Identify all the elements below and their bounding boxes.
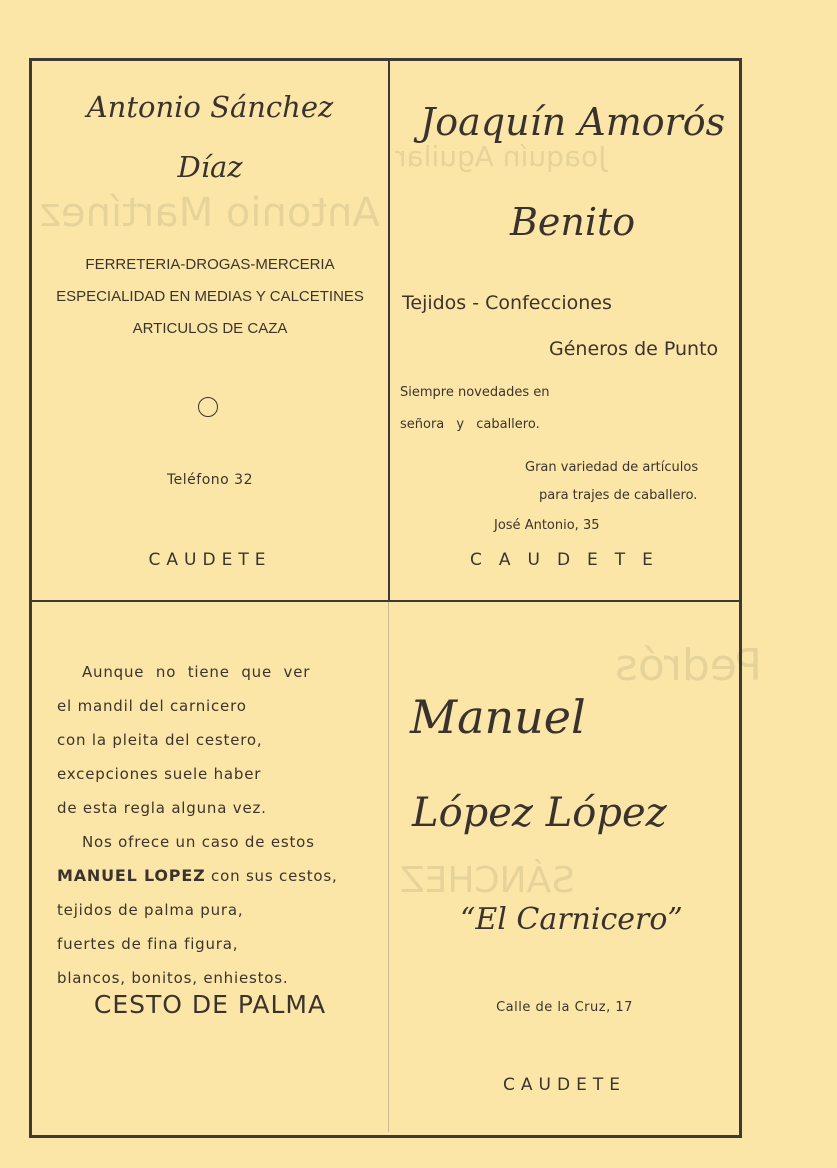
poem-line: blancos, bonitos, enhiestos.: [57, 969, 289, 987]
poem-line: fuertes de fina figura,: [57, 935, 239, 953]
showthrough-text: Joaquín Aguilar: [395, 140, 607, 173]
antonio-name-line1: Antonio Sánchez: [86, 90, 334, 124]
joaquin-line2: Géneros de Punto: [549, 338, 719, 360]
showthrough-text: Antonio Martínez: [40, 190, 380, 236]
joaquin-name-line1: Joaquín Amorós: [420, 100, 726, 144]
antonio-phone: Teléfono 32: [167, 472, 253, 488]
poem-line: el mandil del carnicero: [57, 697, 247, 715]
poem-line: de esta regla alguna vez.: [57, 799, 267, 817]
antonio-line1: FERRETERIA-DROGAS-MERCERIA: [85, 256, 335, 273]
circle-ornament-icon: [198, 397, 218, 417]
poem-line: con sus cestos,: [211, 867, 338, 885]
manuel-name-line1: Manuel: [410, 690, 586, 744]
poem-line: Nos ofrece un caso de estos: [82, 833, 315, 851]
poem-line: con la pleita del cestero,: [57, 731, 263, 749]
antonio-name-line2: Díaz: [177, 150, 243, 184]
poem-bold-name: MANUEL LOPEZ: [57, 866, 206, 885]
joaquin-town: CAUDETE: [470, 550, 670, 570]
joaquin-name-line2: Benito: [510, 200, 636, 244]
antonio-line2: ESPECIALIDAD EN MEDIAS Y CALCETINES: [56, 288, 364, 305]
divider-vertical-top: [388, 58, 390, 600]
showthrough-text: SÁNCHEZ: [400, 860, 575, 901]
antonio-line3: ARTICULOS DE CAZA: [132, 320, 288, 337]
divider-vertical-bottom: [388, 602, 389, 1132]
poem-line: tejidos de palma pura,: [57, 901, 244, 919]
joaquin-line1: Tejidos - Confecciones: [402, 292, 612, 314]
poem-line: excepciones suele haber: [57, 765, 262, 783]
joaquin-line4: señora y caballero.: [400, 417, 540, 432]
manuel-town: CAUDETE: [503, 1075, 626, 1095]
poem-block: [57, 655, 387, 995]
manuel-nickname: “El Carnicero”: [460, 902, 683, 937]
manuel-name-line2: López López: [412, 790, 667, 836]
joaquin-line6: para trajes de caballero.: [539, 488, 698, 503]
manuel-address: Calle de la Cruz, 17: [496, 1000, 633, 1015]
showthrough-text: Pedrós: [615, 640, 762, 691]
joaquin-line3: Siempre novedades en: [400, 385, 550, 400]
divider-horizontal: [29, 600, 742, 602]
poem-title: CESTO DE PALMA: [93, 990, 327, 1019]
poem-line: Aunque no tiene que ver: [82, 663, 311, 681]
joaquin-address: José Antonio, 35: [494, 518, 600, 533]
joaquin-line5: Gran variedad de artículos: [525, 460, 699, 475]
antonio-town: CAUDETE: [148, 550, 272, 570]
